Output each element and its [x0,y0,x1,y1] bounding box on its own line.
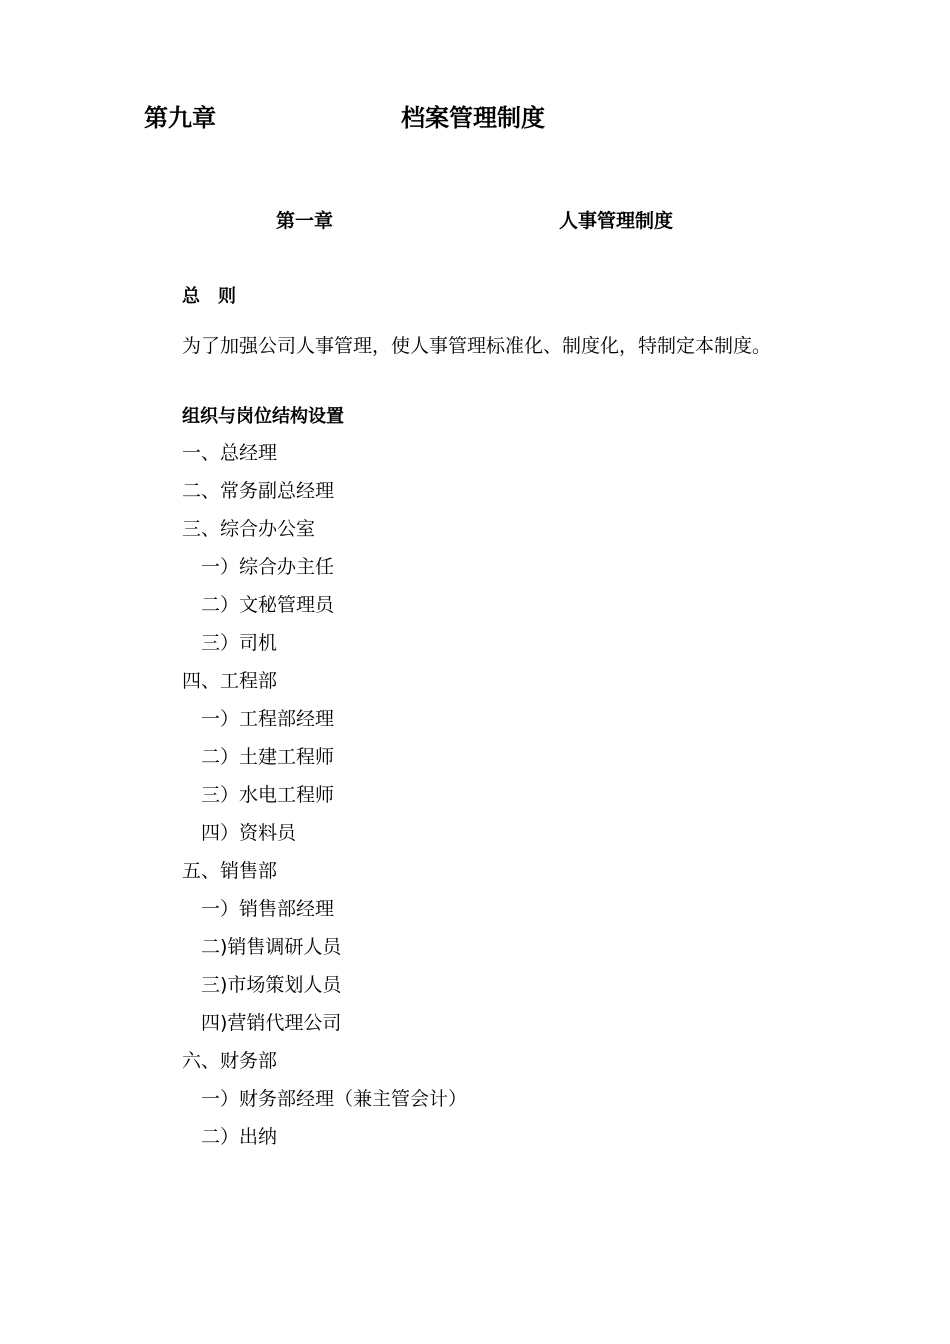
org-department-item: 三、综合办公室 [182,518,316,540]
org-department-item: 五、销售部 [182,860,278,882]
org-department-item: 一、总经理 [182,442,278,464]
general-text: 为了加强公司人事管理，使人事管理标准化、制度化，特制定本制度。 [182,335,772,357]
org-position-item: 二）土建工程师 [201,746,335,768]
chapter1-number: 第一章 [276,210,334,232]
chapter9-title: 档案管理制度 [401,104,545,132]
org-department-item: 二、常务副总经理 [182,480,335,502]
org-department-item: 六、财务部 [182,1050,278,1072]
org-structure-list [182,441,467,1163]
org-position-item: 四)营销代理公司 [201,1012,342,1034]
org-position-item: 一）综合办主任 [201,556,335,578]
org-position-item: 三）水电工程师 [201,784,335,806]
general-heading: 总 则 [182,286,236,307]
org-position-item: 二)销售调研人员 [201,936,342,958]
org-position-item: 三)市场策划人员 [201,974,342,996]
org-position-item: 二）文秘管理员 [201,594,335,616]
org-heading: 组织与岗位结构设置 [182,406,344,427]
chapter1-title: 人事管理制度 [559,210,674,232]
org-position-item: 一）销售部经理 [201,898,335,920]
org-position-item: 三）司机 [201,632,278,654]
org-position-item: 一）财务部经理（兼主管会计） [201,1088,468,1110]
org-position-item: 一）工程部经理 [201,708,335,730]
org-department-item: 四、工程部 [182,670,278,692]
org-position-item: 二）出纳 [201,1126,278,1148]
org-position-item: 四）资料员 [201,822,297,844]
chapter9-number: 第九章 [144,104,216,132]
